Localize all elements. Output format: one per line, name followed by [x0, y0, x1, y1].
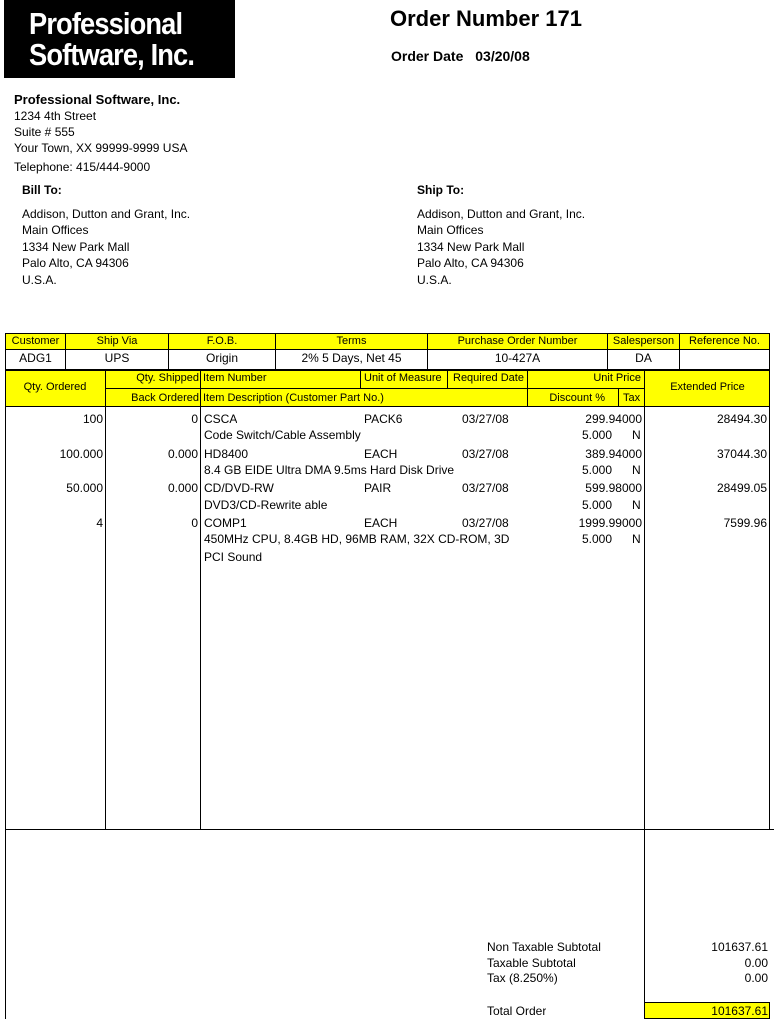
body-border	[769, 407, 770, 830]
header-terms: Terms	[275, 333, 428, 350]
totals-border	[5, 830, 6, 1019]
total-order-label: Total Order	[487, 1004, 547, 1018]
body-divider	[644, 407, 645, 1018]
value-salesperson: DA	[607, 349, 680, 370]
taxable-subtotal-value: 0.00	[744, 956, 768, 970]
order-date-value: 03/20/08	[475, 48, 530, 64]
header-customer: Customer	[5, 333, 66, 350]
header-salesperson: Salesperson	[607, 333, 680, 350]
bill-to-line: 1334 New Park Mall	[22, 239, 130, 254]
item-description: DVD3/CD-Rewrite able	[204, 498, 328, 512]
header-qty-shipped: Qty. Shipped	[136, 372, 199, 384]
item-qty-ordered: 100	[82, 412, 103, 426]
header-extended-price: Extended Price	[670, 381, 745, 393]
company-city: Your Town, XX 99999-9999 USA	[14, 141, 188, 155]
item-uom: EACH	[364, 516, 398, 530]
item-required-date: 03/27/08	[462, 481, 509, 495]
item-qty-shipped: 0.000	[167, 447, 198, 461]
value-ship-via: UPS	[65, 349, 169, 370]
item-qty-ordered: 4	[96, 516, 103, 530]
item-required-date: 03/27/08	[462, 516, 509, 530]
item-unit-price: 1999.99000	[578, 516, 642, 530]
item-qty-shipped: 0	[191, 516, 198, 530]
ship-to-line: 1334 New Park Mall	[417, 239, 525, 254]
company-telephone: Telephone: 415/444-9000	[14, 160, 151, 174]
header-divider	[105, 388, 645, 389]
item-discount: 5.000	[581, 428, 612, 442]
company-logo	[4, 0, 235, 78]
item-tax: N	[632, 498, 641, 512]
total-order-value: 101637.61	[711, 1004, 768, 1018]
item-qty-ordered: 50.000	[66, 481, 103, 495]
header-po-number: Purchase Order Number	[427, 333, 608, 350]
item-unit-price: 299.94000	[585, 412, 642, 426]
body-border	[5, 407, 6, 830]
value-reference-no	[679, 349, 770, 370]
ship-to-label: Ship To:	[417, 183, 465, 197]
header-item-number: Item Number	[203, 372, 267, 384]
item-description: 8.4 GB EIDE Ultra DMA 9.5ms Hard Disk Drive	[204, 463, 455, 477]
header-back-ordered: Back Ordered	[131, 392, 199, 404]
item-description: Code Switch/Cable Assembly	[204, 428, 361, 442]
order-number	[390, 6, 582, 32]
item-required-date: 03/27/08	[462, 447, 509, 461]
item-discount: 5.000	[581, 498, 612, 512]
item-number: CSCA	[204, 412, 238, 426]
body-divider	[105, 407, 106, 830]
header-reference-no: Reference No.	[679, 333, 770, 350]
item-extended-price: 37044.30	[716, 447, 767, 461]
ship-to-line: Palo Alto, CA 94306	[417, 256, 524, 270]
bill-to-line: Main Offices	[22, 223, 89, 237]
item-number: CD/DVD-RW	[204, 481, 274, 495]
item-description-continued: PCI Sound	[204, 550, 263, 564]
ship-to-line: Main Offices	[417, 223, 484, 237]
item-number: COMP1	[204, 516, 247, 530]
company-address	[14, 91, 187, 175]
item-uom: PAIR	[364, 481, 392, 495]
order-date-label: Order Date	[391, 48, 464, 64]
company-address-line-2: Suite # 555	[14, 125, 75, 139]
header-fob: F.O.B.	[168, 333, 276, 350]
header-divider	[360, 370, 361, 388]
header-required-date: Required Date	[453, 372, 524, 384]
item-tax: N	[632, 532, 641, 546]
header-unit-of-measure: Unit of Measure	[364, 372, 442, 384]
item-tax: N	[632, 463, 641, 477]
company-address-line-1: 1234 4th Street	[14, 109, 97, 123]
item-discount: 5.000	[581, 532, 612, 546]
body-bottom-border	[5, 829, 774, 830]
header-tax: Tax	[623, 392, 641, 404]
bill-to-line: Palo Alto, CA 94306	[22, 256, 129, 270]
header-divider	[447, 370, 448, 388]
order-number-label: Order Number	[390, 6, 540, 31]
header-qty-ordered: Qty. Ordered	[23, 381, 87, 393]
item-extended-price: 7599.96	[723, 516, 767, 530]
header-ship-via: Ship Via	[65, 333, 169, 350]
item-description: 450MHz CPU, 8.4GB HD, 96MB RAM, 32X CD-ROM, 3D	[204, 532, 510, 546]
header-divider	[618, 389, 619, 407]
bill-to-label: Bill To:	[22, 183, 62, 197]
item-extended-price: 28494.30	[716, 412, 767, 426]
value-fob: Origin	[168, 349, 276, 370]
value-po-number: 10-427A	[427, 349, 608, 370]
item-discount: 5.000	[581, 463, 612, 477]
tax-value: 0.00	[744, 971, 768, 985]
ship-to-line: U.S.A.	[417, 272, 452, 287]
header-discount: Discount %	[549, 392, 605, 404]
bill-to-line: Addison, Dutton and Grant, Inc.	[22, 206, 191, 221]
value-terms: 2% 5 Days, Net 45	[275, 349, 428, 370]
taxable-subtotal-label: Taxable Subtotal	[487, 956, 576, 970]
order-date	[391, 48, 538, 64]
item-extended-price: 28499.05	[716, 481, 767, 495]
item-qty-shipped: 0.000	[167, 481, 198, 495]
item-tax: N	[632, 428, 641, 442]
item-qty-ordered: 100.000	[59, 447, 103, 461]
item-required-date: 03/27/08	[462, 412, 509, 426]
bill-to	[22, 182, 190, 288]
item-qty-shipped: 0	[191, 412, 198, 426]
item-unit-price: 389.94000	[585, 447, 642, 461]
logo-line-1: Professional	[29, 6, 183, 41]
non-taxable-subtotal-value: 101637.61	[711, 940, 768, 954]
ship-to	[417, 182, 585, 288]
company-name: Professional Software, Inc.	[14, 92, 181, 107]
order-number-value: 171	[545, 6, 582, 31]
item-uom: PACK6	[364, 412, 403, 426]
non-taxable-subtotal-label: Non Taxable Subtotal	[487, 940, 601, 954]
item-uom: EACH	[364, 447, 398, 461]
item-number: HD8400	[204, 447, 249, 461]
body-divider	[200, 407, 201, 830]
bill-to-line: U.S.A.	[22, 272, 57, 287]
logo-line-2: Software, Inc.	[29, 37, 195, 72]
value-customer: ADG1	[5, 349, 66, 370]
item-unit-price: 599.98000	[585, 481, 642, 495]
header-item-description: Item Description (Customer Part No.)	[203, 392, 384, 404]
tax-label: Tax (8.250%)	[487, 971, 558, 985]
header-unit-price: Unit Price	[593, 372, 641, 384]
ship-to-line: Addison, Dutton and Grant, Inc.	[417, 206, 586, 221]
